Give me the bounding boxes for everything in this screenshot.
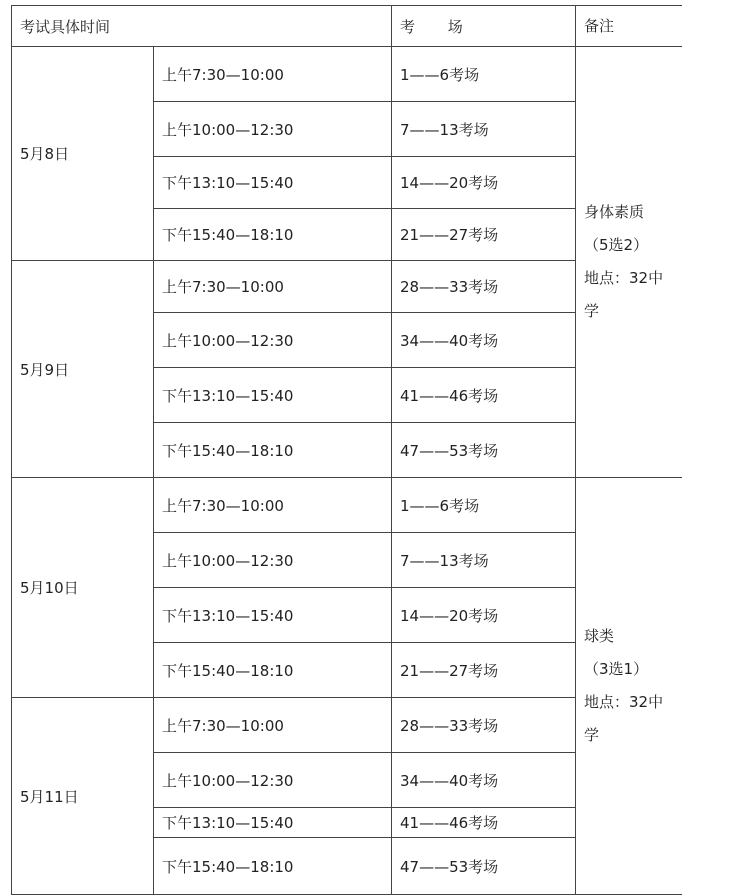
note-line: （5选2） [584, 236, 649, 254]
venue-cell: 47——53考场 [392, 423, 576, 478]
venue-cell: 1——6考场 [392, 478, 576, 533]
time-cell: 上午7:30—10:00 [154, 261, 392, 313]
table-row [12, 478, 682, 533]
venue-cell: 34——40考场 [392, 313, 576, 368]
header-row [12, 6, 682, 47]
venue-cell: 14——20考场 [392, 588, 576, 643]
note-line: 地点：32中 [584, 693, 664, 711]
note-cell [576, 478, 682, 895]
time-cell: 上午7:30—10:00 [154, 698, 392, 753]
time-cell: 下午15:40—18:10 [154, 209, 392, 261]
date-cell: 5月9日 [12, 261, 154, 478]
time-cell: 上午7:30—10:00 [154, 47, 392, 102]
note-line: （3选1） [584, 660, 649, 678]
time-cell: 下午13:10—15:40 [154, 368, 392, 423]
time-cell: 下午13:10—15:40 [154, 588, 392, 643]
venue-cell: 1——6考场 [392, 47, 576, 102]
date-cell: 5月10日 [12, 478, 154, 698]
venue-cell: 41——46考场 [392, 368, 576, 423]
note-line: 学 [584, 302, 600, 320]
date-cell: 5月11日 [12, 698, 154, 895]
header-venue: 考 场 [392, 6, 576, 47]
time-cell: 上午10:00—12:30 [154, 313, 392, 368]
time-cell: 下午13:10—15:40 [154, 157, 392, 209]
time-cell: 上午7:30—10:00 [154, 478, 392, 533]
venue-cell: 21——27考场 [392, 209, 576, 261]
time-cell: 下午13:10—15:40 [154, 808, 392, 838]
note-line: 地点：32中 [584, 269, 664, 287]
note-line: 学 [584, 726, 600, 744]
venue-cell: 28——33考场 [392, 698, 576, 753]
venue-cell: 47——53考场 [392, 838, 576, 895]
venue-cell: 14——20考场 [392, 157, 576, 209]
date-cell: 5月8日 [12, 47, 154, 261]
exam-schedule-table [11, 5, 682, 895]
time-cell: 上午10:00—12:30 [154, 102, 392, 157]
note-line: 球类 [584, 627, 615, 645]
header-date-time: 考试具体时间 [12, 6, 392, 47]
venue-cell: 21——27考场 [392, 643, 576, 698]
time-cell: 上午10:00—12:30 [154, 533, 392, 588]
venue-cell: 34——40考场 [392, 753, 576, 808]
venue-cell: 41——46考场 [392, 808, 576, 838]
time-cell: 下午15:40—18:10 [154, 423, 392, 478]
venue-cell: 7——13考场 [392, 533, 576, 588]
note-line: 身体素质 [584, 203, 645, 221]
time-cell: 下午15:40—18:10 [154, 838, 392, 895]
time-cell: 上午10:00—12:30 [154, 753, 392, 808]
time-cell: 下午15:40—18:10 [154, 643, 392, 698]
venue-cell: 28——33考场 [392, 261, 576, 313]
venue-cell: 7——13考场 [392, 102, 576, 157]
note-cell [576, 47, 682, 478]
table-row [12, 47, 682, 102]
header-note: 备注 [576, 6, 682, 47]
